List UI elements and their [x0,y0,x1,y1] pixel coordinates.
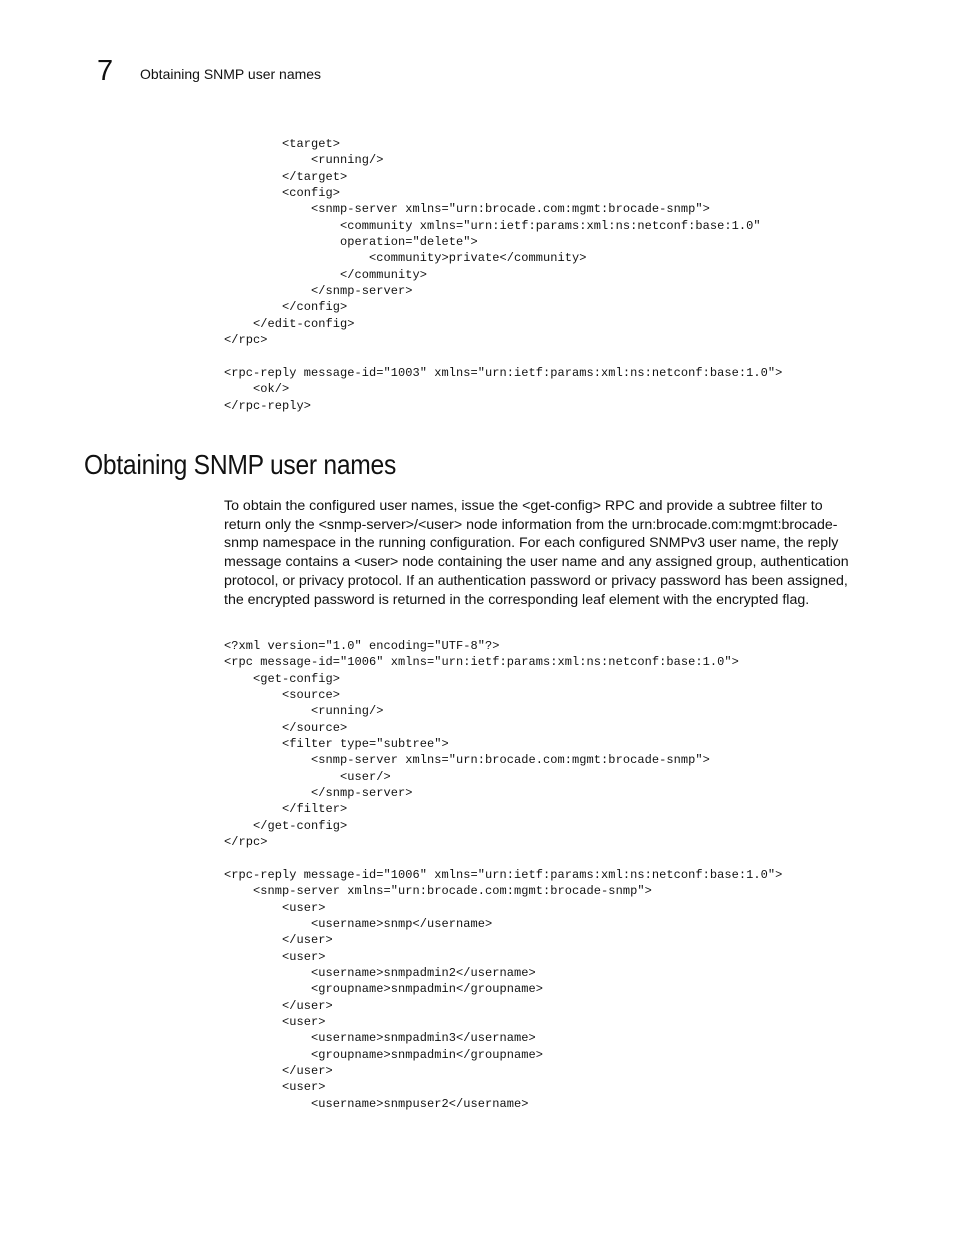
section-paragraph: To obtain the configured user names, issue the <get-config> RPC and provide a subtree filter to return only the <snmp-server>/<user> node information from the urn:brocade.com:mgmt:brocade-snmp namespace in the running configuration. For each configured SNMPv3 user name, the reply message contains a <user> node containing the user name and any assigned group, authentication protocol, or privacy protocol. If an authentication password or privacy password has been assigned, the encrypted password is returned in the corresponding leaf element with the encrypted flag. [224,498,849,608]
code-block-netconf-delete-community: <target> <running/> </target> <config> <snmp-server xmlns="urn:brocade.com:mgmt:brocade-snmp"> <community xmlns="urn:ietf:params:xml:ns:netconf:base:1.0" operation="delete"> <community>private</community> </community> </snmp-server> </config> </edit-config> </rpc> <rpc-reply message-id="1003" xmlns="urn:ietf:params:xml:ns:netconf:base:1.0"> <ok/> </rpc-reply> [224,137,783,413]
section-title: Obtaining SNMP user names [84,449,397,480]
code-block-get-config-users: <?xml version="1.0" encoding="UTF-8"?> <rpc message-id="1006" xmlns="urn:ietf:params:xml:ns:netconf:base:1.0"> <get-config> <source> <running/> </source> <filter type="subtree"> <snmp-server xmlns="urn:brocade.com:mgmt:brocade-snmp"> <user/> </snmp-server> </filter> </get-config> </rpc> <rpc-reply message-id="1006" xmlns="urn:ietf:params:xml:ns:netconf:base:1.0"> <snmp-server xmlns="urn:brocade.com:mgmt:brocade-snmp"> <user> <username>snmp</username> </user> <user> <username>snmpadmin2</username> <groupname>snmpadmin</groupname> </user> <user> <username>snmpadmin3</username> <groupname>snmpadmin</groupname> </user> <user> <username>snmpuser2</username> [224,639,783,1111]
chapter-number: 7 [97,55,114,87]
running-header-title: Obtaining SNMP user names [140,66,322,82]
